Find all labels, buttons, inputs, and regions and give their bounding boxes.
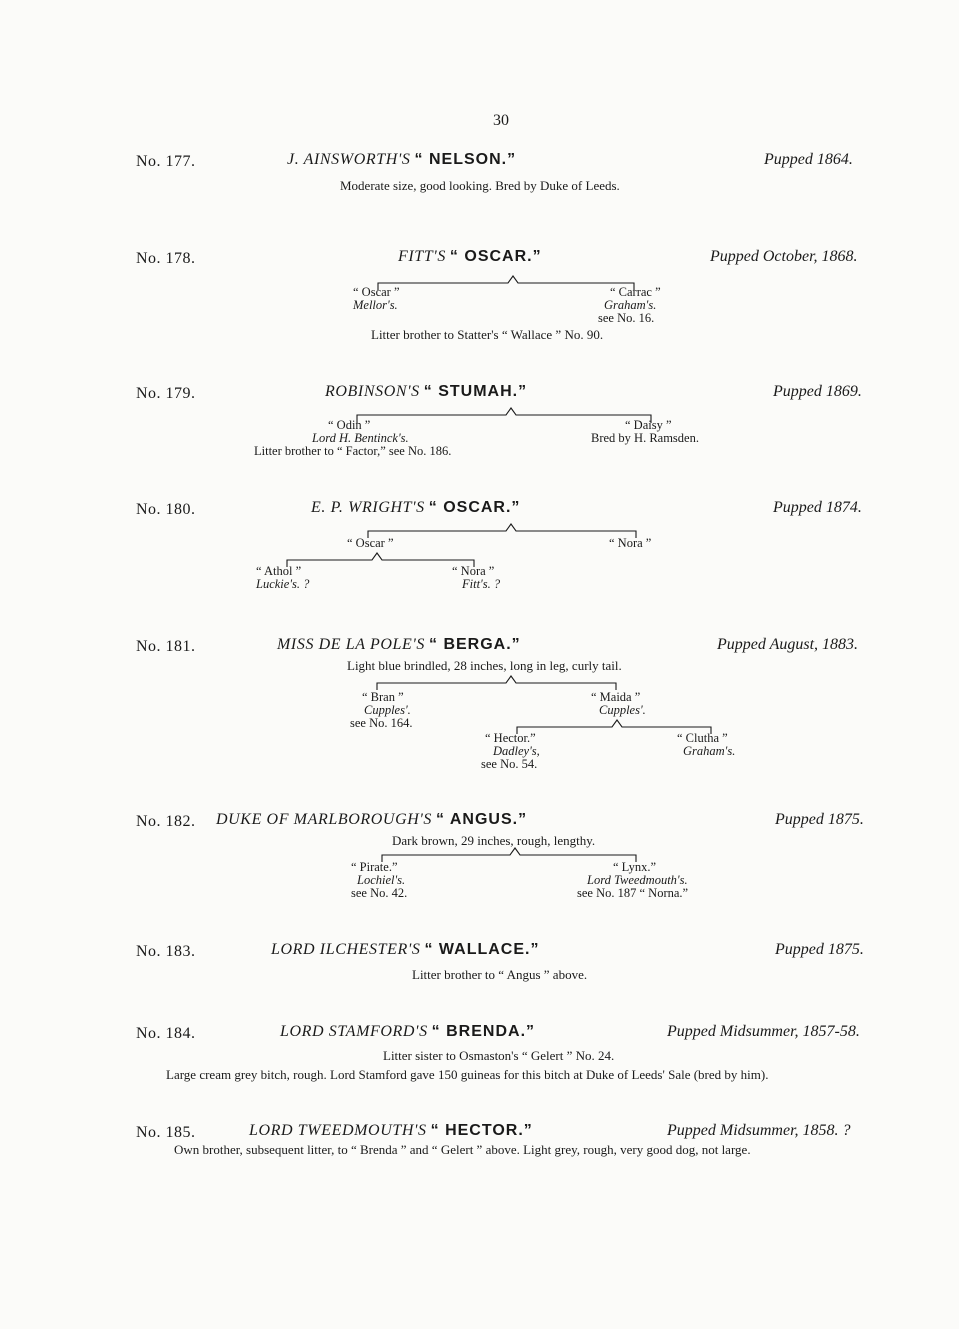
sire-ref: see No. 42. (351, 886, 408, 900)
owner-name: LORD STAMFORD'S (280, 1023, 428, 1040)
pupped-date: Pupped Midsummer, 1857-58. (667, 1023, 860, 1040)
dog-name: “ OSCAR.” (428, 499, 521, 516)
entry-number: No. 182. (136, 813, 196, 830)
pedigree-bracket-178 (378, 276, 634, 290)
description: Moderate size, good looking. Bred by Duke of Leeds. (340, 178, 620, 193)
dam-ref: see No. 16. (598, 311, 655, 325)
pupped-date: Pupped October, 1868. (710, 248, 858, 265)
entry-title (287, 151, 516, 169)
dam-sire-ref: see No. 54. (481, 757, 538, 771)
entry-number: No. 183. (136, 943, 196, 960)
dam-ref: see No. 187 “ Norna.” (577, 886, 689, 900)
dam (577, 861, 688, 900)
pupped-date: Pupped Midsummer, 1858. ? (667, 1122, 851, 1139)
sire (353, 286, 400, 312)
entry-title (280, 1023, 535, 1041)
sire-owner: Mellor's. (353, 298, 398, 312)
dam-sire (481, 732, 540, 771)
dam-dam (677, 732, 735, 758)
dog-name: “ OSCAR.” (449, 248, 542, 265)
description-detail: Large cream grey bitch, rough. Lord Stamford gave 150 guineas for this bitch at Duke of Leeds' Sale (bred by him). (166, 1067, 769, 1082)
sire-ref: see No. 164. (350, 716, 413, 730)
sire-owner: Lochiel's. (357, 873, 406, 887)
description: Litter sister to Osmaston's “ Gelert ” No. 24. (383, 1048, 615, 1063)
entry-number: No. 179. (136, 385, 196, 402)
entry-title (271, 941, 539, 959)
entry-number: No. 177. (136, 153, 196, 170)
pupped-date: Pupped 1875. (775, 941, 864, 958)
sire-name: “ Oscar ” (353, 285, 400, 299)
description: Own brother, subsequent litter, to “ Brenda ” and “ Gelert ” above. Light grey, rough, very good dog, not large. (174, 1142, 751, 1157)
pupped-date: Pupped 1864. (764, 151, 853, 168)
sire-dam-owner: Fitt's. ? (462, 577, 501, 591)
dam-name: “ Daisy ” (625, 418, 672, 432)
dam (591, 419, 699, 445)
entry-title (311, 499, 520, 517)
owner-name: MISS DE LA POLE'S (277, 636, 425, 653)
owner-name: J. AINSWORTH'S (287, 151, 411, 168)
dog-name: “ BERGA.” (429, 636, 521, 653)
sire-owner: Lord H. Bentinck's. (312, 431, 409, 445)
dam-name: “ Maida ” (591, 690, 641, 704)
sire-name: “ Oscar ” (347, 536, 394, 550)
owner-name: DUKE OF MARLBOROUGH'S (216, 811, 432, 828)
dog-name: “ WALLACE.” (424, 941, 540, 958)
entry-number: No. 178. (136, 250, 196, 267)
dog-name: “ STUMAH.” (423, 383, 528, 400)
dam (598, 286, 661, 325)
owner-name: FITT'S (398, 248, 446, 265)
sire-name: “ Pirate.” (351, 860, 398, 874)
entry-number: No. 180. (136, 501, 196, 518)
pedigree-bracket-180-sire (287, 553, 474, 567)
sire-sire (256, 565, 309, 591)
dam-owner: Cupples'. (599, 703, 646, 717)
sire (254, 419, 451, 458)
dam-name: “ Carrac ” (610, 285, 661, 299)
sire-name: “ Bran ” (362, 690, 404, 704)
owner-name: LORD TWEEDMOUTH'S (249, 1122, 427, 1139)
dam-name: “ Nora ” (609, 536, 652, 550)
owner-name: ROBINSON'S (325, 383, 420, 400)
sire (350, 691, 413, 730)
page-number: 30 (493, 112, 509, 129)
dam-dam-owner: Graham's. (683, 744, 736, 758)
entry-number: No. 185. (136, 1124, 196, 1141)
pedigree-bracket-181 (377, 676, 616, 690)
description: Light blue brindled, 28 inches, long in leg, curly tail. (347, 658, 622, 673)
sire-sire-name: “ Athol ” (256, 564, 302, 578)
dam-owner: Graham's. (604, 298, 657, 312)
owner-name: E. P. WRIGHT'S (311, 499, 425, 516)
entry-title (325, 383, 527, 401)
dam-owner: Lord Tweedmouth's. (587, 873, 688, 887)
sire (351, 861, 407, 900)
sire-dam-name: “ Nora ” (452, 564, 495, 578)
note: Litter brother to Statter's “ Wallace ” No. 90. (371, 327, 604, 342)
sire-sire-owner: Luckie's. ? (256, 577, 310, 591)
dog-name: “ ANGUS.” (436, 811, 528, 828)
pedigree-bracket-180 (368, 524, 636, 538)
entry-title (398, 248, 542, 266)
dam-ref: Bred by H. Ramsden. (591, 431, 699, 445)
sire-owner: Cupples'. (364, 703, 411, 717)
dam-name: “ Lynx.” (613, 860, 657, 874)
entry-title (277, 636, 521, 654)
pupped-date: Pupped 1874. (773, 499, 862, 516)
entry-number: No. 181. (136, 638, 196, 655)
dog-name: “ NELSON.” (414, 151, 517, 168)
sire-dam (452, 565, 500, 591)
description: Dark brown, 29 inches, rough, lengthy. (392, 833, 596, 848)
entry-number: No. 184. (136, 1025, 196, 1042)
dog-name: “ BRENDA.” (431, 1023, 536, 1040)
owner-name: LORD ILCHESTER'S (271, 941, 421, 958)
dam-sire-owner: Dadley's, (493, 744, 540, 758)
entry-title (216, 811, 527, 829)
pedigree-bracket-182 (382, 848, 636, 862)
dam-dam-name: “ Clutha ” (677, 731, 728, 745)
pupped-date: Pupped 1875. (775, 811, 864, 828)
entry-title (249, 1122, 533, 1140)
dam (591, 691, 646, 717)
pupped-date: Pupped 1869. (773, 383, 862, 400)
sire-ref: Litter brother to “ Factor,” see No. 186. (254, 444, 452, 458)
pupped-date: Pupped August, 1883. (717, 636, 859, 653)
dam-sire-name: “ Hector.” (485, 731, 536, 745)
dog-name: “ HECTOR.” (430, 1122, 533, 1139)
sire-name: “ Odin ” (328, 418, 371, 432)
description: Litter brother to “ Angus ” above. (412, 967, 588, 982)
